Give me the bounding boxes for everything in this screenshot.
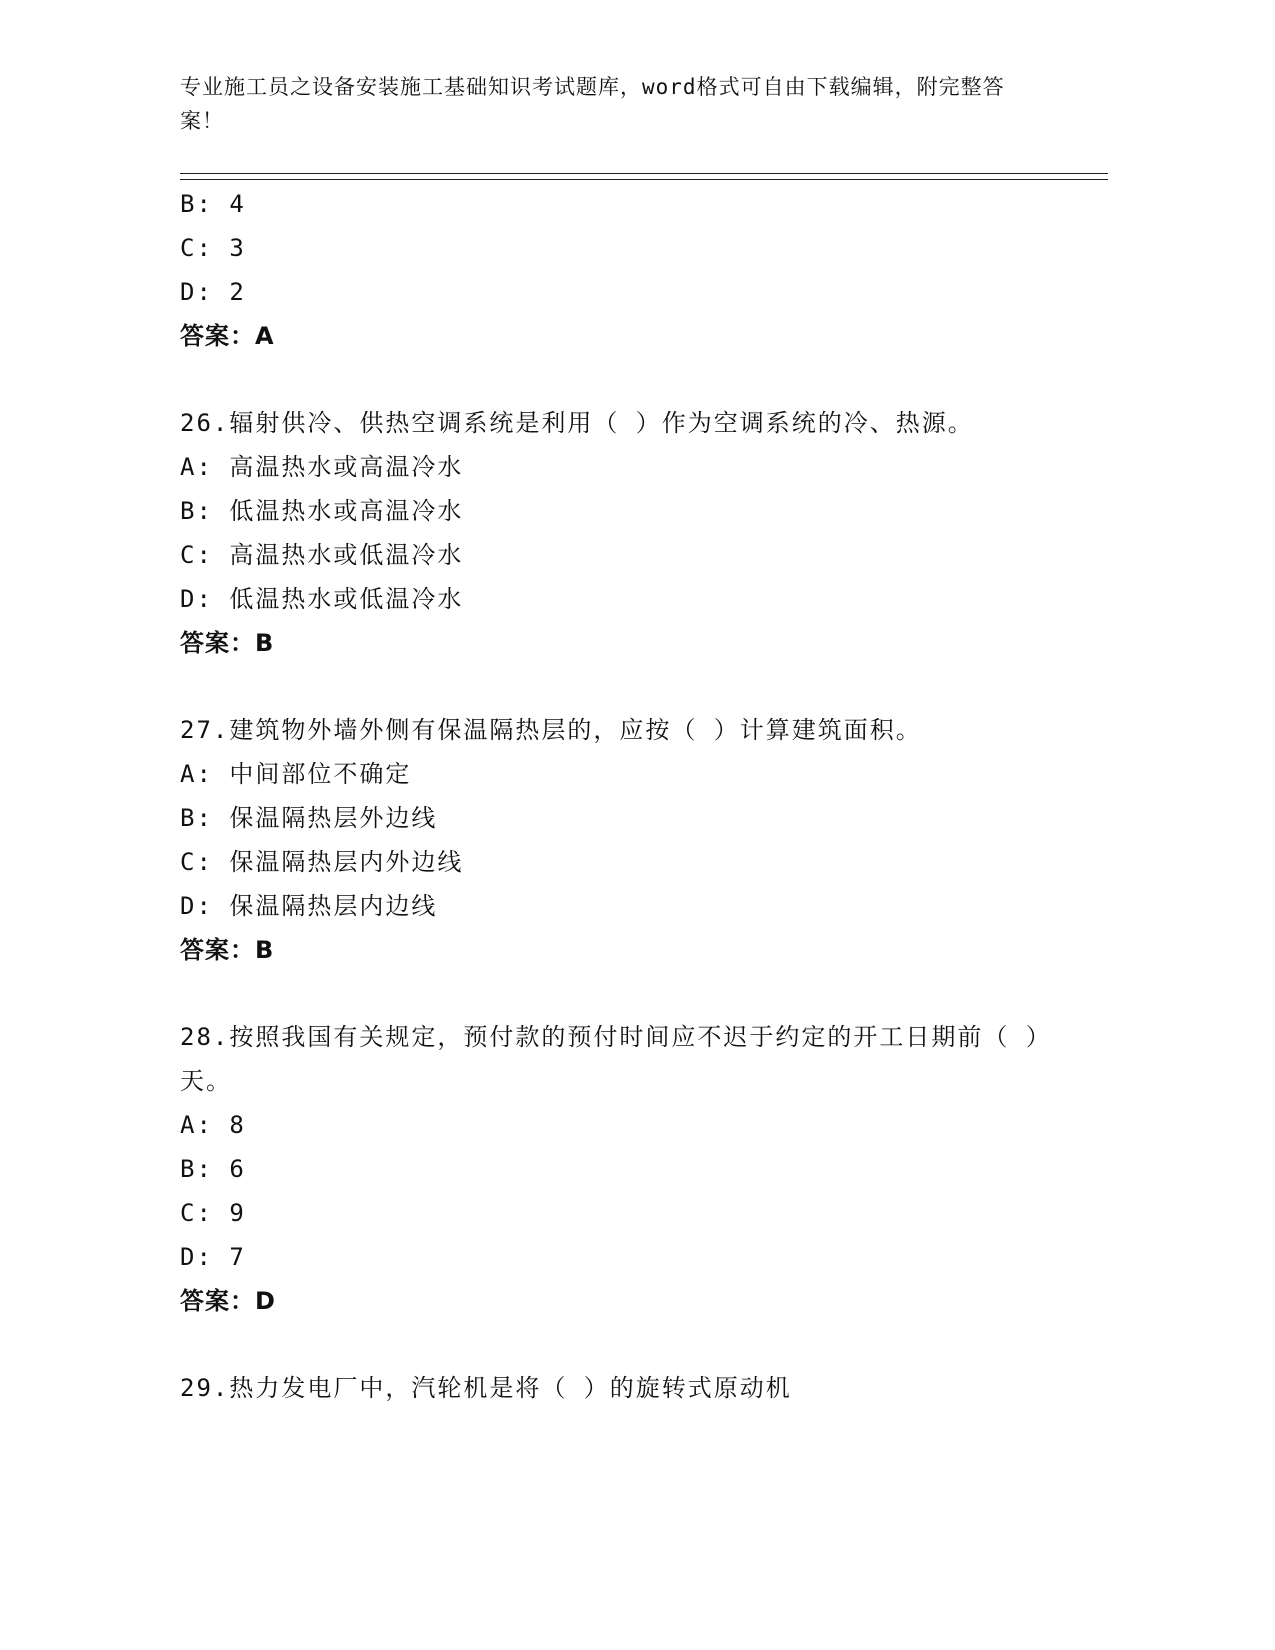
option-c: C: 9: [180, 1199, 246, 1227]
question-list: [180, 182, 1080, 1410]
option-c: C: 高温热水或低温冷水: [180, 541, 464, 569]
option-d: D: 低温热水或低温冷水: [180, 585, 464, 613]
question-25-tail: [180, 182, 1080, 358]
header-text: 专业施工员之设备安装施工基础知识考试题库，word格式可自由下载编辑，附完整答案！: [180, 75, 1005, 133]
option-a: A: 8: [180, 1111, 246, 1139]
question-text: 26.辐射供冷、供热空调系统是利用（ ）作为空调系统的冷、热源。: [180, 409, 974, 437]
question-text: 28.按照我国有关规定，预付款的预付时间应不迟于约定的开工日期前（ ）天。: [180, 1023, 1040, 1095]
option-a: A: 高温热水或高温冷水: [180, 453, 464, 481]
question-27: [180, 708, 1080, 972]
option-a: A: 中间部位不确定: [180, 760, 412, 788]
option-d: D: 保温隔热层内边线: [180, 892, 438, 920]
question-text: 29.热力发电厂中，汽轮机是将（ ）的旋转式原动机: [180, 1374, 792, 1402]
answer: 答案：A: [180, 322, 275, 350]
option-d: D: 2: [180, 278, 246, 306]
option-b: B: 保温隔热层外边线: [180, 804, 438, 832]
header-divider-bottom: [180, 179, 1108, 180]
question-29: [180, 1366, 1080, 1410]
option-d: D: 7: [180, 1243, 246, 1271]
option-b: B: 6: [180, 1155, 246, 1183]
option-c: C: 3: [180, 234, 246, 262]
option-b: B: 低温热水或高温冷水: [180, 497, 464, 525]
answer: 答案：B: [180, 936, 275, 964]
header-divider-top: [180, 173, 1108, 174]
answer: 答案：D: [180, 1287, 276, 1315]
answer: 答案：B: [180, 629, 275, 657]
question-28: [180, 1015, 1080, 1323]
option-c: C: 保温隔热层内外边线: [180, 848, 464, 876]
question-26: [180, 401, 1080, 665]
option-b: B: 4: [180, 190, 246, 218]
question-text: 27.建筑物外墙外侧有保温隔热层的，应按（ ）计算建筑面积。: [180, 716, 922, 744]
page-header: [180, 70, 1040, 138]
